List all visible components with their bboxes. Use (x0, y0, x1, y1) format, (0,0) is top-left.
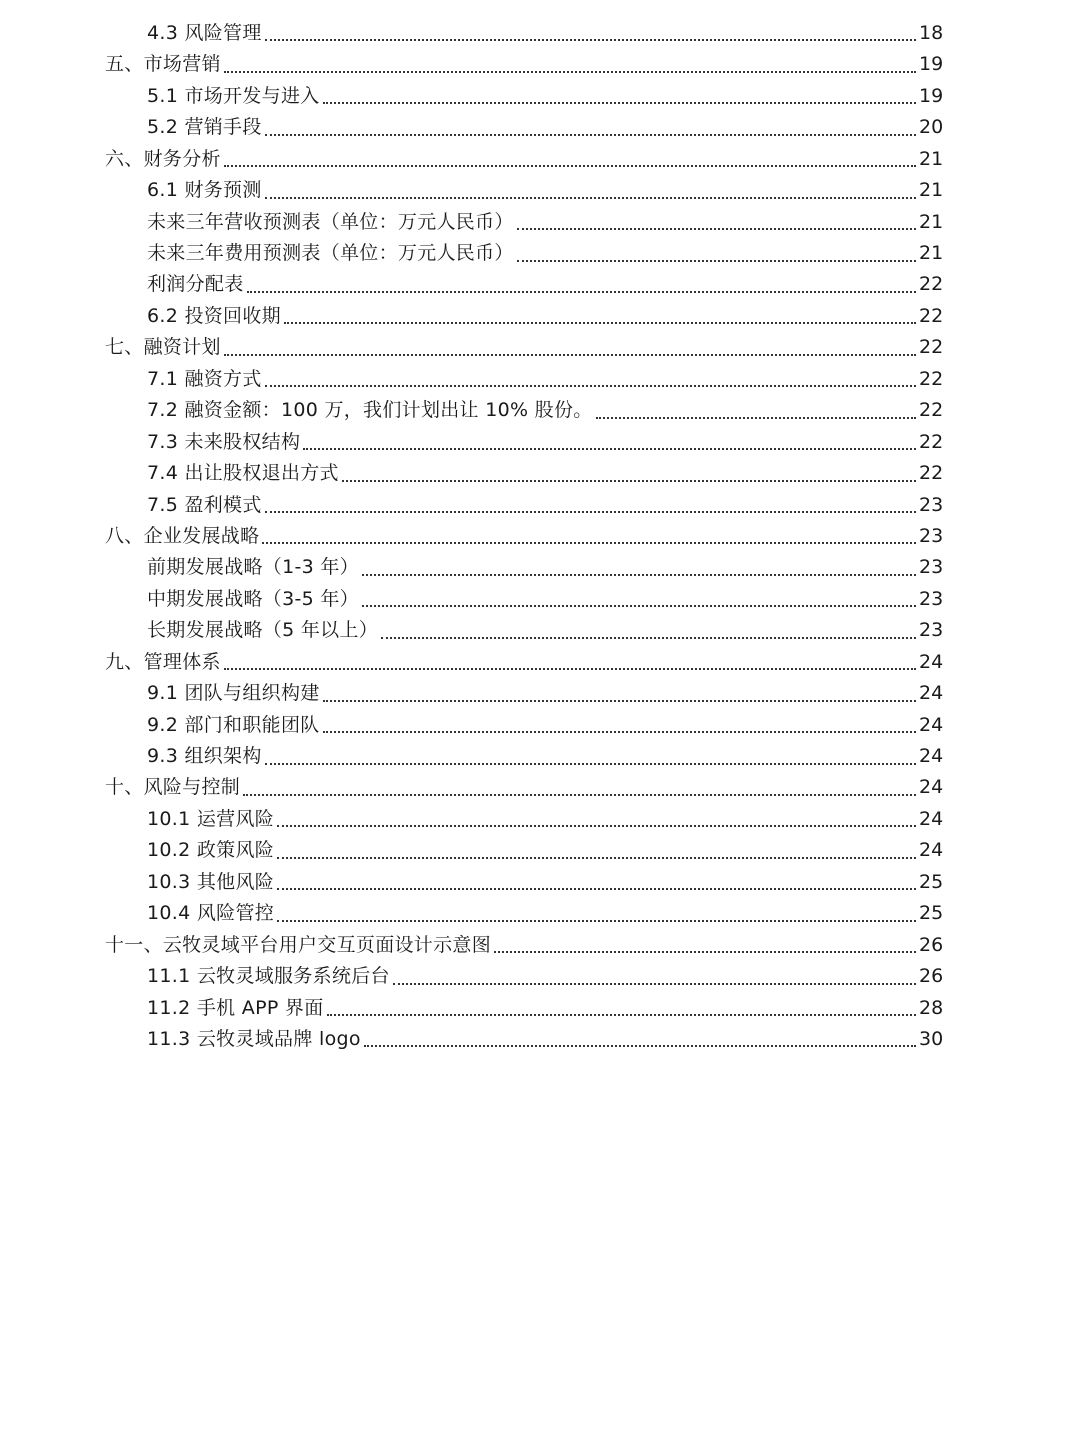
toc-dot-leader (494, 951, 916, 953)
toc-entry-title: 11.3 云牧灵域品牌 logo (147, 1027, 361, 1050)
toc-dot-leader (381, 637, 916, 639)
toc-entry-page-number: 18 (919, 21, 944, 44)
toc-entry-page-number: 24 (919, 713, 944, 736)
toc-dot-leader (262, 542, 916, 544)
toc-entry-title: 十一、云牧灵域平台用户交互页面设计示意图 (105, 933, 492, 956)
toc-entry[interactable] (105, 49, 943, 80)
toc-entry-title: 10.1 运营风险 (147, 807, 275, 830)
toc-entry[interactable] (105, 364, 943, 395)
toc-entry-page-number: 24 (919, 650, 944, 673)
toc-entry-title: 9.2 部门和职能团队 (147, 713, 320, 736)
toc-entry[interactable] (105, 490, 943, 521)
toc-entry[interactable] (105, 835, 943, 866)
toc-dot-leader (265, 511, 916, 513)
toc-dot-leader (265, 39, 916, 41)
table-of-contents (105, 18, 943, 1055)
toc-entry[interactable] (105, 804, 943, 835)
toc-entry-page-number: 21 (919, 147, 944, 170)
toc-entry[interactable] (105, 395, 943, 426)
toc-dot-leader (277, 920, 916, 922)
toc-entry-title: 10.3 其他风险 (147, 870, 275, 893)
toc-entry-page-number: 24 (919, 839, 944, 862)
toc-entry-page-number: 24 (919, 682, 944, 705)
toc-dot-leader (224, 354, 916, 356)
toc-entry-page-number: 24 (919, 776, 944, 799)
toc-entry-page-number: 23 (919, 524, 944, 547)
toc-entry-title: 5.1 市场开发与进入 (147, 84, 320, 107)
toc-entry[interactable] (105, 207, 943, 238)
toc-entry[interactable] (105, 458, 943, 489)
toc-entry-page-number: 21 (919, 179, 944, 202)
toc-entry-page-number: 19 (919, 84, 944, 107)
toc-entry[interactable] (105, 175, 943, 206)
toc-entry-title: 前期发展战略（1-3 年） (147, 556, 359, 579)
toc-entry-title: 7.4 出让股权退出方式 (147, 462, 339, 485)
toc-entry-page-number: 28 (919, 996, 944, 1019)
toc-entry[interactable] (105, 993, 943, 1024)
toc-entry-page-number: 22 (919, 304, 944, 327)
toc-entry[interactable] (105, 301, 943, 332)
toc-dot-leader (265, 763, 916, 765)
toc-entry-title: 9.1 团队与组织构建 (147, 682, 320, 705)
toc-entry-page-number: 24 (919, 807, 944, 830)
toc-dot-leader (362, 605, 916, 607)
toc-dot-leader (247, 291, 916, 293)
toc-entry[interactable] (105, 112, 943, 143)
toc-entry[interactable] (105, 867, 943, 898)
toc-entry[interactable] (105, 427, 943, 458)
toc-entry-title: 9.3 组织架构 (147, 745, 262, 768)
toc-dot-leader (342, 480, 916, 482)
toc-dot-leader (284, 322, 916, 324)
toc-dot-leader (265, 134, 916, 136)
toc-entry-page-number: 23 (919, 556, 944, 579)
toc-entry[interactable] (105, 270, 943, 301)
toc-entry[interactable] (105, 647, 943, 678)
toc-entry[interactable] (105, 773, 943, 804)
toc-dot-leader (323, 102, 916, 104)
toc-dot-leader (323, 731, 916, 733)
toc-entry-page-number: 25 (919, 870, 944, 893)
toc-entry-title: 十、风险与控制 (105, 776, 241, 799)
toc-entry[interactable] (105, 584, 943, 615)
toc-dot-leader (243, 794, 916, 796)
toc-entry-page-number: 23 (919, 619, 944, 642)
toc-entry-page-number: 26 (919, 965, 944, 988)
toc-dot-leader (327, 1014, 916, 1016)
toc-entry-title: 中期发展战略（3-5 年） (147, 587, 359, 610)
toc-entry-title: 11.2 手机 APP 界面 (147, 996, 324, 1019)
toc-entry[interactable] (105, 552, 943, 583)
toc-entry[interactable] (105, 710, 943, 741)
toc-entry-page-number: 25 (919, 902, 944, 925)
toc-entry-title: 10.4 风险管控 (147, 902, 275, 925)
toc-dot-leader (517, 228, 916, 230)
toc-entry[interactable] (105, 332, 943, 363)
toc-entry[interactable] (105, 144, 943, 175)
toc-entry-title: 7.2 融资金额：100 万，我们计划出让 10% 股份。 (147, 399, 593, 422)
toc-entry-page-number: 22 (919, 367, 944, 390)
toc-dot-leader (224, 165, 916, 167)
toc-dot-leader (224, 71, 916, 73)
toc-entry-page-number: 22 (919, 273, 944, 296)
toc-entry-title: 五、市场营销 (105, 53, 221, 76)
toc-dot-leader (596, 417, 916, 419)
toc-entry-title: 10.2 政策风险 (147, 839, 275, 862)
toc-entry-page-number: 23 (919, 587, 944, 610)
toc-entry-title: 七、融资计划 (105, 336, 221, 359)
toc-entry-page-number: 26 (919, 933, 944, 956)
toc-dot-leader (265, 385, 916, 387)
toc-dot-leader (303, 448, 916, 450)
toc-entry-title: 11.1 云牧灵域服务系统后台 (147, 965, 390, 988)
toc-entry-page-number: 21 (919, 242, 944, 265)
toc-entry-page-number: 21 (919, 210, 944, 233)
toc-entry-title: 5.2 营销手段 (147, 116, 262, 139)
toc-entry[interactable] (105, 898, 943, 929)
toc-dot-leader (265, 197, 916, 199)
toc-entry[interactable] (105, 81, 943, 112)
toc-dot-leader (277, 888, 916, 890)
toc-entry-title: 未来三年营收预测表（单位：万元人民币） (147, 210, 514, 233)
toc-entry-title: 六、财务分析 (105, 147, 221, 170)
toc-dot-leader (393, 983, 916, 985)
toc-entry-title: 八、企业发展战略 (105, 524, 260, 547)
toc-entry-title: 6.2 投资回收期 (147, 304, 281, 327)
toc-entry[interactable] (105, 678, 943, 709)
toc-dot-leader (323, 700, 916, 702)
toc-entry-page-number: 24 (919, 745, 944, 768)
toc-entry-title: 7.1 融资方式 (147, 367, 262, 390)
toc-entry-page-number: 22 (919, 336, 944, 359)
toc-entry-title: 未来三年费用预测表（单位：万元人民币） (147, 242, 514, 265)
toc-entry-page-number: 23 (919, 493, 944, 516)
toc-entry-page-number: 30 (919, 1027, 944, 1050)
toc-entry[interactable] (105, 1024, 943, 1055)
toc-entry-title: 利润分配表 (147, 273, 244, 296)
toc-entry-title: 6.1 财务预测 (147, 179, 262, 202)
toc-dot-leader (364, 1045, 916, 1047)
toc-entry-title: 长期发展战略（5 年以上） (147, 619, 379, 642)
toc-entry[interactable] (105, 741, 943, 772)
toc-entry-page-number: 19 (919, 53, 944, 76)
toc-entry[interactable] (105, 521, 943, 552)
toc-dot-leader (224, 668, 916, 670)
toc-dot-leader (277, 857, 916, 859)
toc-entry-title: 4.3 风险管理 (147, 21, 262, 44)
toc-entry-page-number: 20 (919, 116, 944, 139)
toc-entry[interactable] (105, 615, 943, 646)
toc-dot-leader (517, 260, 916, 262)
toc-entry-title: 7.5 盈利模式 (147, 493, 262, 516)
toc-entry-title: 九、管理体系 (105, 650, 221, 673)
toc-dot-leader (277, 825, 916, 827)
toc-entry[interactable] (105, 18, 943, 49)
toc-entry-page-number: 22 (919, 399, 944, 422)
toc-entry[interactable] (105, 961, 943, 992)
toc-entry[interactable] (105, 238, 943, 269)
toc-entry-page-number: 22 (919, 430, 944, 453)
toc-entry-page-number: 22 (919, 462, 944, 485)
toc-entry[interactable] (105, 930, 943, 961)
toc-dot-leader (362, 574, 916, 576)
toc-entry-title: 7.3 未来股权结构 (147, 430, 301, 453)
